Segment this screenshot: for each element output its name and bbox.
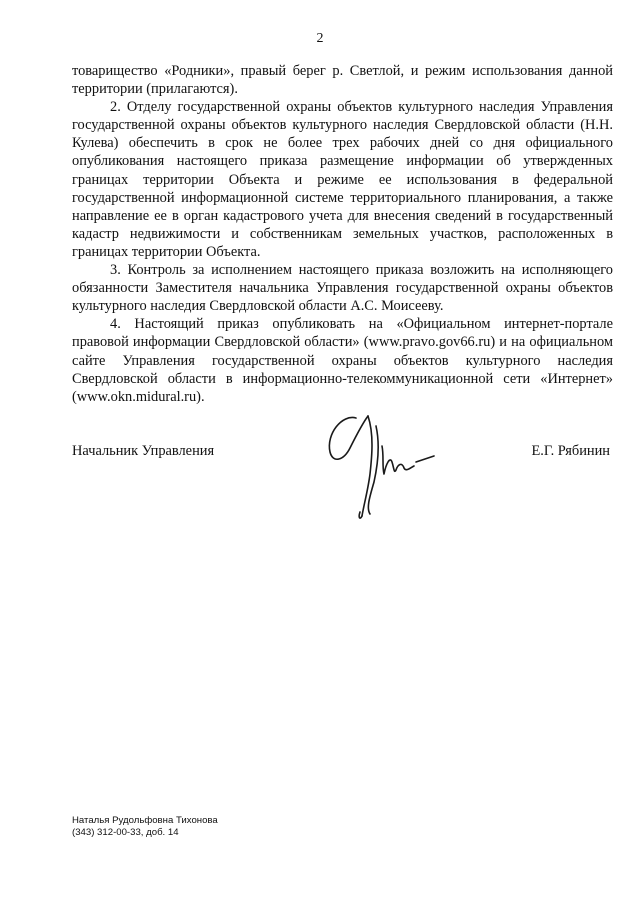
executor-name: Наталья Рудольфовна Тихонова bbox=[72, 815, 218, 826]
signer-name: Е.Г. Рябинин bbox=[531, 443, 610, 459]
document-body bbox=[72, 62, 613, 406]
executor-phone: (343) 312-00-33, доб. 14 bbox=[72, 827, 179, 838]
paragraph-item-2: 2. Отделу государственной охраны объектов культурного наследия Управления государственной охраны объектов культурного наследия Свердловской области (Н.Н. Кулева) обеспечить в срок не более трех рабочих дней со дня официального опубликования настоящего приказа размещение информации об утвержденных границах территории Объекта и режиме ее использования в федеральной государственной информационной системе территориального планирования, а также направление ее в орган кадастрового учета для внесения сведений в государственный кадастр недвижимости и собственникам земельных участков, расположенных в границах территории Объекта. bbox=[72, 99, 613, 260]
executor-info bbox=[72, 815, 218, 839]
signer-position: Начальник Управления bbox=[72, 443, 215, 459]
handwritten-signature bbox=[318, 404, 448, 524]
paragraph-item-3: 3. Контроль за исполнением настоящего приказа возложить на исполняющего обязанности Заместителя начальника Управления государственной охраны объектов культурного наследия Свердловской области А.С. Моисееву. bbox=[72, 262, 613, 315]
page-number: 2 bbox=[316, 31, 324, 46]
paragraph-item-4: 4. Настоящий приказ опубликовать на «Официальном интернет-портале правовой информации Свердловской области» (www.pravo.gov66.ru) и на официальном сайте Управления государственной охраны объектов культурного наследия Свердловской области в информационно-телекоммуникационной сети «Интернет» (www.okn.midural.ru). bbox=[72, 316, 613, 405]
paragraph-continuation: товарищество «Родники», правый берег р. Светлой, и режим использования данной территории (прилагаются). bbox=[72, 63, 613, 98]
